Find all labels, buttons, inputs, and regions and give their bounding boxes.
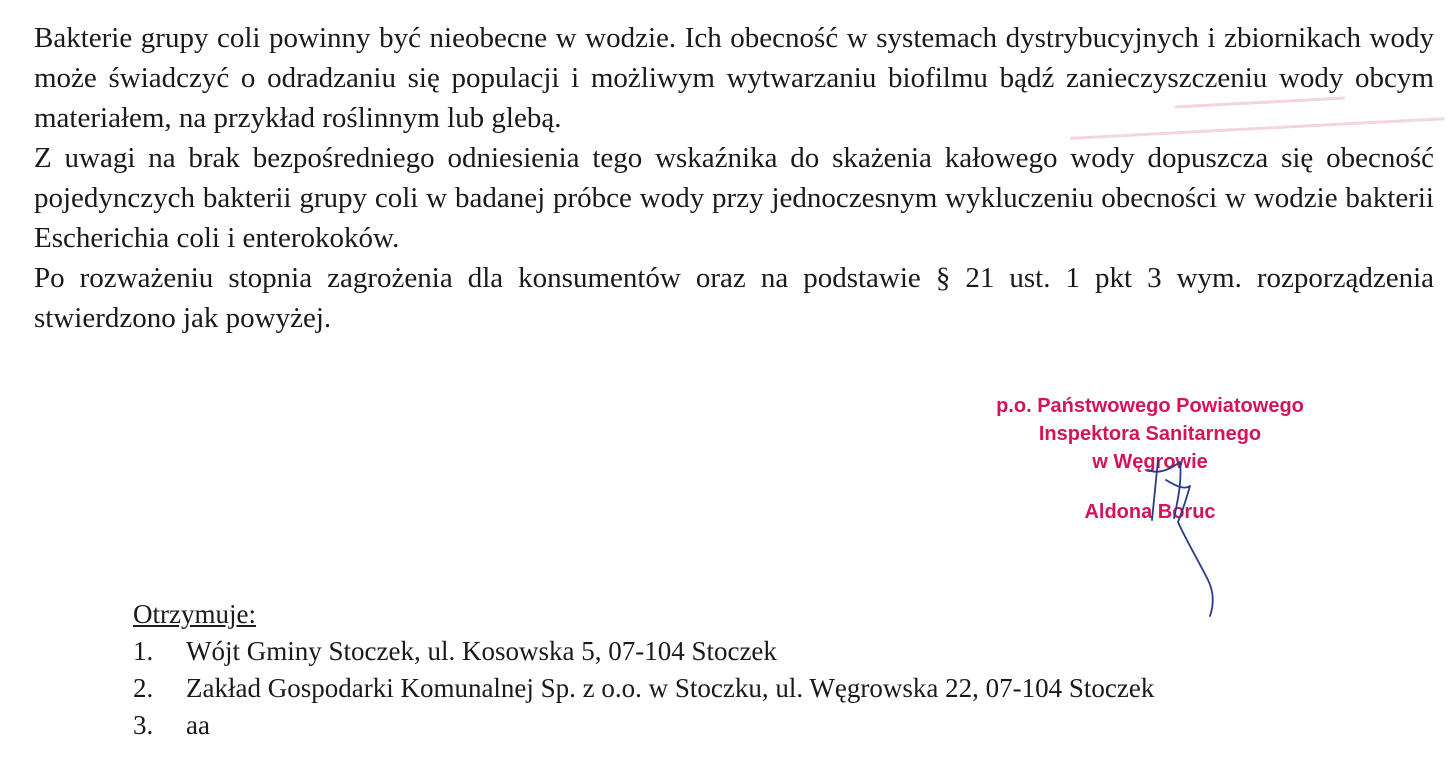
- stamp-line-office: Inspektora Sanitarnego: [1038, 423, 1262, 445]
- list-item-number: 1.: [133, 636, 154, 666]
- recipients-section: [133, 596, 1154, 744]
- list-item: [133, 633, 1154, 670]
- paragraph-coli-tolerance: Z uwagi na brak bezpośredniego odniesienia tego wskaźnika do skażenia kałowego wody dopuszcza się obecność pojedynczych bakterii grupy coli w badanej próbce wody przy jednoczesnym wykluczeniu obecności w wodzie bakterii Escherichia coli i enterokoków.: [34, 142, 1434, 254]
- stamp-line-title: p.o. Państwowego Powiatowego: [996, 395, 1304, 417]
- document-body: [34, 18, 1434, 338]
- list-item-number: 2.: [133, 673, 154, 703]
- list-item-text: aa: [186, 710, 210, 740]
- list-item-number: 3.: [133, 710, 154, 740]
- stamp-signatory-name: Aldona Boruc: [1084, 501, 1216, 523]
- stamp-line-location: w Węgrowie: [1092, 451, 1208, 473]
- handwritten-signature-icon: [1120, 440, 1230, 620]
- list-item: [133, 670, 1154, 707]
- paragraph-coli-absence: Bakterie grupy coli powinny być nieobecne w wodzie. Ich obecność w systemach dystrybucyjnych i zbiornikach wody może świadczyć o odradzaniu się populacji i możliwym wytwarzaniu biofilmu bądź zanieczyszczeniu wody obcym materiałem, na przykład roślinnym lub glebą.: [34, 22, 1434, 134]
- list-item-text: Wójt Gminy Stoczek, ul. Kosowska 5, 07-104 Stoczek: [186, 636, 777, 666]
- paragraph-conclusion: Po rozważeniu stopnia zagrożenia dla konsumentów oraz na podstawie § 21 ust. 1 pkt 3 wym. rozporządzenia stwierdzono jak powyżej.: [34, 262, 1434, 334]
- list-item-text: Zakład Gospodarki Komunalnej Sp. z o.o. w Stoczku, ul. Węgrowska 22, 07-104 Stoczek: [186, 673, 1155, 703]
- recipients-title: Otrzymuje:: [133, 599, 256, 629]
- list-item: [133, 707, 1154, 744]
- recipients-list: [133, 633, 1154, 744]
